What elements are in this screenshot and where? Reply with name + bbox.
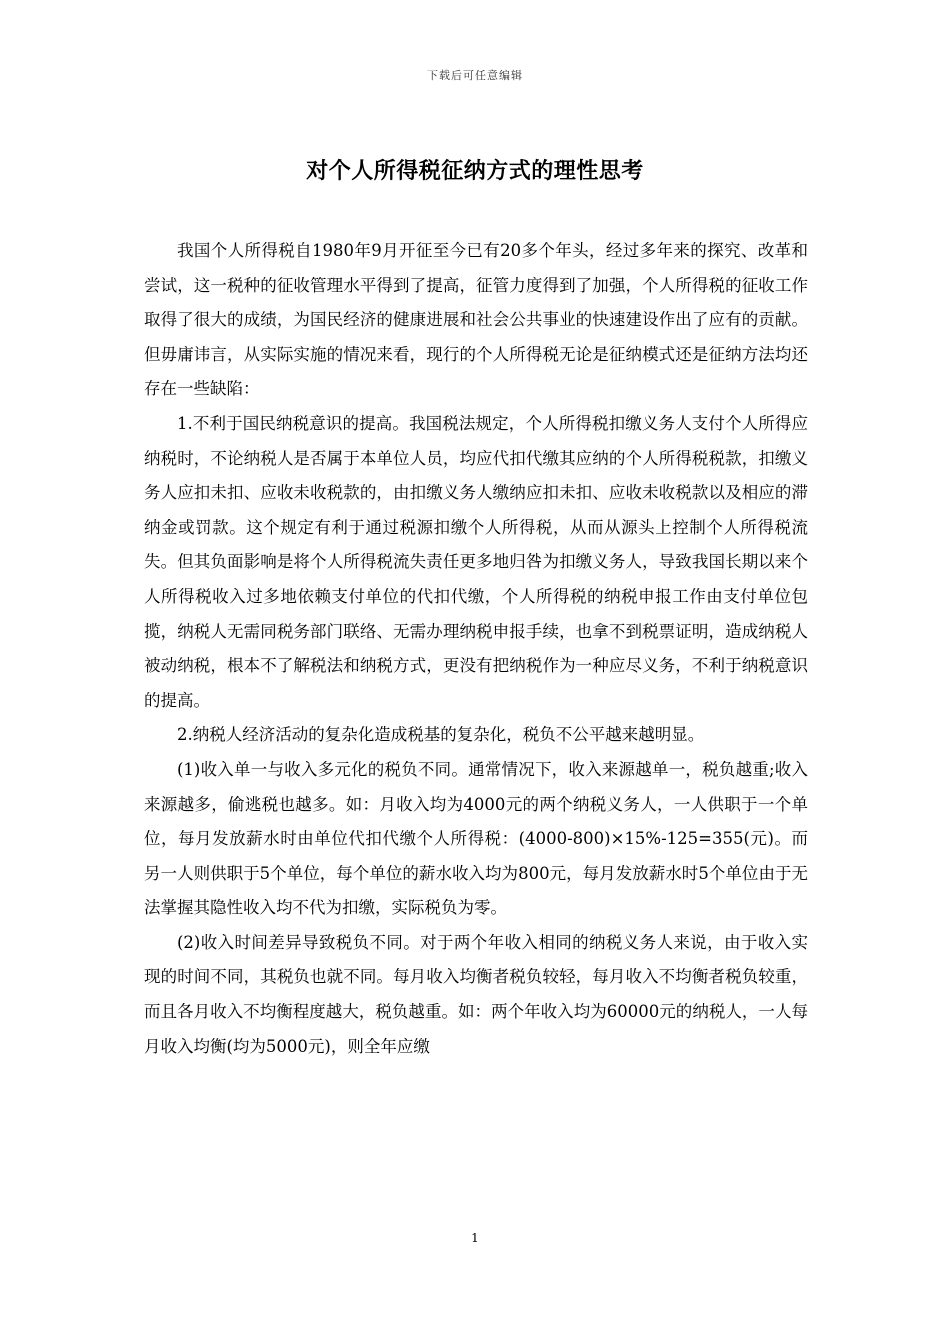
paragraph-subpoint-2: (2)收入时间差异导致税负不同。对于两个年收入相同的纳税义务人来说，由于收入实现的时间不同，其税负也就不同。每月收入均衡者税负较轻，每月收入不均衡者税负较重，而且各月收入不均衡程度越大，税负越重。如：两个年收入均为60000元的纳税人，一人每月收入均衡(均为5000元)，则全年应缴	[144, 932, 808, 1056]
header-note: 下载后可任意编辑	[427, 69, 523, 82]
page-number: 1	[471, 1231, 479, 1245]
paragraph-subpoint-1: (1)收入单一与收入多元化的税负不同。通常情况下，收入来源越单一，税负越重;收入来源越多，偷逃税也越多。如：月收入均为4000元的两个纳税义务人，一人供职于一个单位，每月发放薪水时由单位代扣代缴个人所得税：(4000-800)×15%-125=355(元)。而另一人则供职于5个单位，每个单位的薪水收入均为800元，每月发放薪水时5个单位由于无法掌握其隐性收入均不代为扣缴，实际税负为零。	[144, 759, 808, 918]
document-title: 对个人所得税征纳方式的理性思考	[306, 158, 644, 184]
paragraph-point-1: 1.不利于国民纳税意识的提高。我国税法规定，个人所得税扣缴义务人支付个人所得应纳税时，不论纳税人是否属于本单位人员，均应代扣代缴其应纳的个人所得税税款，扣缴义务人应扣未扣、应收未收税款的，由扣缴义务人缴纳应扣未扣、应收未收税款以及相应的滞纳金或罚款。这个规定有利于通过税源扣缴个人所得税，从而从源头上控制个人所得税流失。但其负面影响是将个人所得税流失责任更多地归咎为扣缴义务人，导致我国长期以来个人所得税收入过多地依赖支付单位的代扣代缴，个人所得税的纳税申报工作由支付单位包揽，纳税人无需同税务部门联络、无需办理纳税申报手续，也拿不到税票证明，造成纳税人被动纳税，根本不了解税法和纳税方式，更没有把纳税作为一种应尽义务，不利于纳税意识的提高。	[144, 413, 808, 710]
paragraph-intro: 我国个人所得税自1980年9月开征至今已有20多个年头，经过多年来的探究、改革和尝试，这一税种的征收管理水平得到了提高，征管力度得到了加强，个人所得税的征收工作取得了很大的成绩，为国民经济的健康进展和社会公共事业的快速建设作出了应有的贡献。但毋庸讳言，从实际实施的情况来看，现行的个人所得税无论是征纳模式还是征纳方法均还存在一些缺陷：	[144, 241, 808, 399]
paragraph-point-2: 2.纳税人经济活动的复杂化造成税基的复杂化，税负不公平越来越明显。	[177, 725, 705, 745]
document-body	[144, 234, 808, 1064]
